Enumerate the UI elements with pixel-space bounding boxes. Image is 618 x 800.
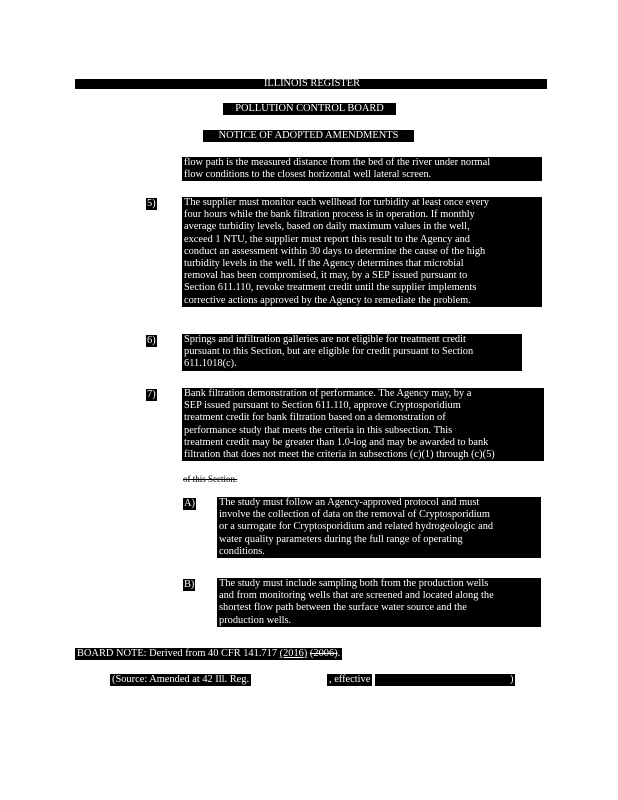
source-part2: , effective bbox=[329, 674, 371, 685]
paragraph-line: treatment credit may be greater than 1.0-log and may be awarded to bank bbox=[184, 436, 489, 448]
paragraph-line: four hours while the bank filtration process is in operation. If monthly bbox=[184, 209, 475, 221]
register-title: ILLINOIS REGISTER bbox=[263, 78, 361, 89]
section-6-label: 6) bbox=[147, 335, 156, 346]
source-part3: ) bbox=[510, 674, 514, 685]
paragraph-line: pursuant to this Section, but are eligible for credit pursuant to Section bbox=[184, 346, 474, 358]
section-6-text bbox=[182, 334, 522, 371]
subsection-a-text bbox=[217, 497, 541, 558]
paragraph-line: The study must follow an Agency-approved protocol and must bbox=[219, 497, 480, 508]
paragraph-line: 611.1018(c). bbox=[184, 358, 237, 370]
paragraph-line: involve the collection of data on the removal of Cryptosporidium bbox=[219, 509, 490, 521]
intro-line: flow path is the measured distance from the bed of the river under normal bbox=[184, 157, 491, 168]
paragraph-line: average turbidity levels, based on daily maximum values in the well, bbox=[184, 221, 470, 233]
paragraph-line: conditions. bbox=[219, 545, 265, 557]
paragraph-line: filtration that does not meet the criteria in subsections (c)(1) through (c)(5) bbox=[184, 449, 495, 461]
source-part1: (Source: Amended at 42 Ill. Reg. bbox=[112, 674, 250, 685]
paragraph-line: or a surrogate for Cryptosporidium and related hydrogeologic and bbox=[219, 521, 494, 533]
paragraph-line: Bank filtration demonstration of performance. The Agency may, by a bbox=[184, 388, 472, 399]
subsection-b-text bbox=[217, 578, 541, 627]
paragraph-line: water quality parameters during the full range of operating bbox=[219, 533, 463, 545]
board-note-suffix: . bbox=[337, 648, 341, 659]
board-note-new-year: (2016) bbox=[279, 648, 308, 659]
section-7-text bbox=[182, 388, 544, 461]
subsection-a-label: A) bbox=[184, 498, 195, 509]
paragraph-line: removal has been compromised, it may, by a SEP issued pursuant to bbox=[184, 270, 468, 282]
section-7-label: 7) bbox=[147, 389, 156, 400]
board-note-prefix: BOARD NOTE: Derived from 40 CFR 141.717 bbox=[77, 648, 280, 659]
board-note-old-year: (2006) bbox=[309, 648, 338, 659]
source-gap-fill bbox=[375, 674, 508, 686]
paragraph-line: corrective actions approved by the Agency to remediate the problem. bbox=[184, 294, 471, 306]
paragraph-line: turbidity levels in the well. If the Agency determines that microbial bbox=[184, 258, 464, 270]
subsection-b-label: B) bbox=[184, 579, 195, 590]
board-title: POLLUTION CONTROL BOARD bbox=[223, 103, 396, 115]
paragraph-line: shortest flow path between the surface water source and the bbox=[219, 602, 467, 614]
paragraph-line: performance study that meets the criteria in this subsection. This bbox=[184, 424, 453, 436]
paragraph-line: Section 611.110, revoke treatment credit until the supplier implements bbox=[184, 282, 477, 294]
notice-title: NOTICE OF ADOPTED AMENDMENTS bbox=[203, 130, 414, 142]
paragraph-line: Springs and infiltration galleries are not eligible for treatment credit bbox=[184, 334, 466, 345]
paragraph-line: The study must include sampling both from the production wells bbox=[219, 578, 489, 589]
paragraph-line: exceed 1 NTU, the supplier must report this result to the Agency and bbox=[184, 233, 470, 245]
struck-text: of this Section. bbox=[183, 474, 238, 484]
paragraph-line: production wells. bbox=[219, 614, 292, 626]
section-5-label: 5) bbox=[147, 198, 156, 209]
paragraph-line: conduct an assessment within 30 days to determine the cause of the high bbox=[184, 245, 486, 257]
paragraph-line: The supplier must monitor each wellhead for turbidity at least once every bbox=[184, 197, 489, 208]
intro-line: flow conditions to the closest horizontal well lateral screen. bbox=[184, 169, 432, 181]
board-note bbox=[75, 648, 342, 660]
section-5-text bbox=[182, 197, 542, 307]
paragraph-line: treatment credit for bank filtration based on a demonstration of bbox=[184, 412, 446, 424]
intro-paragraph bbox=[182, 157, 542, 181]
paragraph-line: SEP issued pursuant to Section 611.110, approve Cryptosporidium bbox=[184, 400, 461, 412]
paragraph-line: and from monitoring wells that are screened and located along the bbox=[219, 590, 494, 602]
